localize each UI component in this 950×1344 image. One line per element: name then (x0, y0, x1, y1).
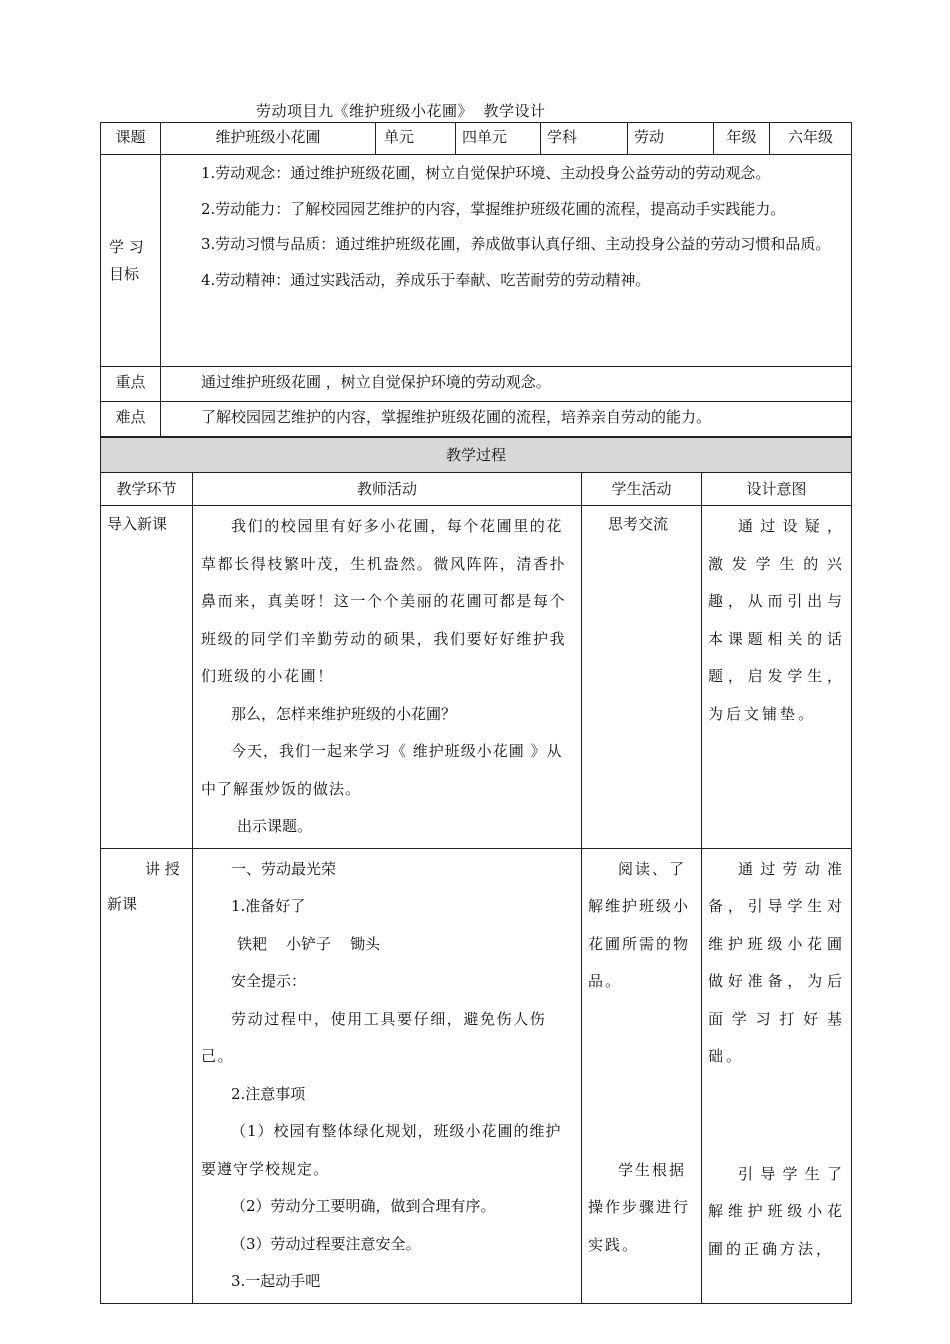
lecture-teacher-line: 铁耙 小铲子 锄头 (237, 934, 381, 953)
lecture-stage-line2: 新课 (107, 894, 138, 913)
lecture-teacher-line: 一、劳动最光荣 (231, 859, 337, 878)
lecture-teacher-line: 安全提示： (231, 972, 307, 990)
lecture-intent-block-2 (708, 1156, 845, 1269)
document-title: 劳动项目九《维护班级小花圃》 教学设计 (256, 102, 546, 120)
unit-value: 四单元 (456, 123, 541, 155)
lesson-info-table (100, 122, 852, 437)
grade-label: 年级 (714, 123, 770, 155)
lecture-teacher-line: （1）校园有整体绿化规划，班级小花圃的维护要遵守学校规定。 (201, 1122, 562, 1178)
lecture-student-text-2: 学生根据操作步骤进行实践。 (588, 1160, 691, 1254)
topic-value: 维护班级小花圃 (161, 123, 376, 155)
key-point-label: 重点 (101, 367, 161, 402)
lecture-intent (702, 848, 852, 1303)
intro-teacher-paragraph: 那么，怎样来维护班级的小花圃？ (231, 704, 457, 723)
goal-item: 2.劳动能力：了解校园园艺维护的内容，掌握维护班级花圃的流程，提高动手实践能力。 (201, 199, 786, 218)
intro-stage: 导入新课 (101, 506, 193, 849)
intro-student: 思考交流 (582, 506, 702, 849)
intro-teacher-paragraph: 我们的校园里有好多小花圃，每个花圃里的花草都长得枝繁叶茂，生机盎然。微风阵阵，清香扑鼻而来，真美呀！这一个个美丽的花圃可都是每个班级的同学们辛勤劳动的硕果，我们要好好维护我们班级的小花圃！ (201, 517, 567, 685)
difficulty-row (101, 402, 852, 437)
lecture-teacher-line: 2.注意事项 (231, 1084, 306, 1103)
goal-item: 4.劳动精神：通过实践活动，养成乐于奉献、吃苦耐劳的劳动精神。 (201, 270, 651, 289)
lecture-student-text-1: 阅读、了解维护班级小花圃所需的物品。 (588, 859, 691, 990)
lecture-intent-block-1 (708, 851, 845, 1076)
goal-item: 3.劳动习惯与品质：通过维护班级花圃，养成做事认真仔细、主动投身公益的劳动习惯和品质。 (201, 235, 831, 253)
teaching-process-table (100, 437, 852, 1304)
intro-teacher-paragraph: 出示课题。 (237, 817, 313, 835)
unit-label: 单元 (376, 123, 456, 155)
intro-teacher-paragraph: 今天，我们一起来学习《 维护班级小花圃 》从中了解蛋炒饭的做法。 (201, 742, 563, 798)
grade-value: 六年级 (770, 123, 852, 155)
lecture-teacher (193, 848, 582, 1303)
lecture-stage (101, 848, 193, 1303)
lecture-intent-text-2: 引导学生了解维护班级小花圃的正确方法， (708, 1164, 846, 1258)
topic-label: 课题 (101, 123, 161, 155)
process-title: 教学过程 (101, 438, 852, 473)
header-intent: 设计意图 (702, 473, 852, 506)
intro-row (101, 506, 852, 849)
lecture-row (101, 848, 852, 1303)
lecture-teacher-line: （3）劳动过程要注意安全。 (231, 1234, 421, 1253)
goals-row (101, 155, 852, 367)
key-point-text: 通过维护班级花圃 ，树立自觉保护环境的劳动观念。 (161, 367, 852, 402)
difficulty-text: 了解校园园艺维护的内容，掌握维护班级花圃的流程，培养亲自劳动的能力。 (161, 402, 852, 437)
intro-intent (702, 506, 852, 849)
intro-teacher (193, 506, 582, 849)
lecture-intent-text-1: 通过劳动准备，引导学生对维护班级小花圃做好准备，为后面学习打好基础。 (708, 859, 846, 1065)
process-header-row (101, 473, 852, 506)
header-student: 学生活动 (582, 473, 702, 506)
subject-value: 劳动 (628, 123, 714, 155)
intro-intent-text: 通过设疑，激发学生的兴趣，从而引出与本课题相关的话题，启发学生，为后文铺垫。 (708, 517, 846, 723)
goal-item: 1.劳动观念：通过维护班级花圃，树立自觉保护环境、主动投身公益劳动的劳动观念。 (201, 164, 771, 182)
difficulty-label: 难点 (101, 402, 161, 437)
lecture-teacher-line: 3.一起动手吧 (231, 1272, 321, 1290)
header-stage: 教学环节 (101, 473, 193, 506)
lecture-teacher-line: 1.准备好了 (231, 897, 306, 915)
lecture-student (582, 848, 702, 1303)
process-title-row (101, 438, 852, 473)
header-teacher: 教师活动 (193, 473, 582, 506)
lecture-teacher-line: （2）劳动分工要明确，做到合理有序。 (231, 1197, 496, 1215)
lecture-stage-line1: 讲 授 (145, 859, 180, 878)
lecture-teacher-line: 劳动过程中，使用工具要仔细，避免伤人伤己。 (201, 1009, 547, 1065)
key-point-row (101, 367, 852, 402)
goals-content (161, 155, 852, 367)
subject-label: 学科 (541, 123, 628, 155)
info-row (101, 123, 852, 155)
goals-label: 学 习 目标 (101, 155, 161, 367)
